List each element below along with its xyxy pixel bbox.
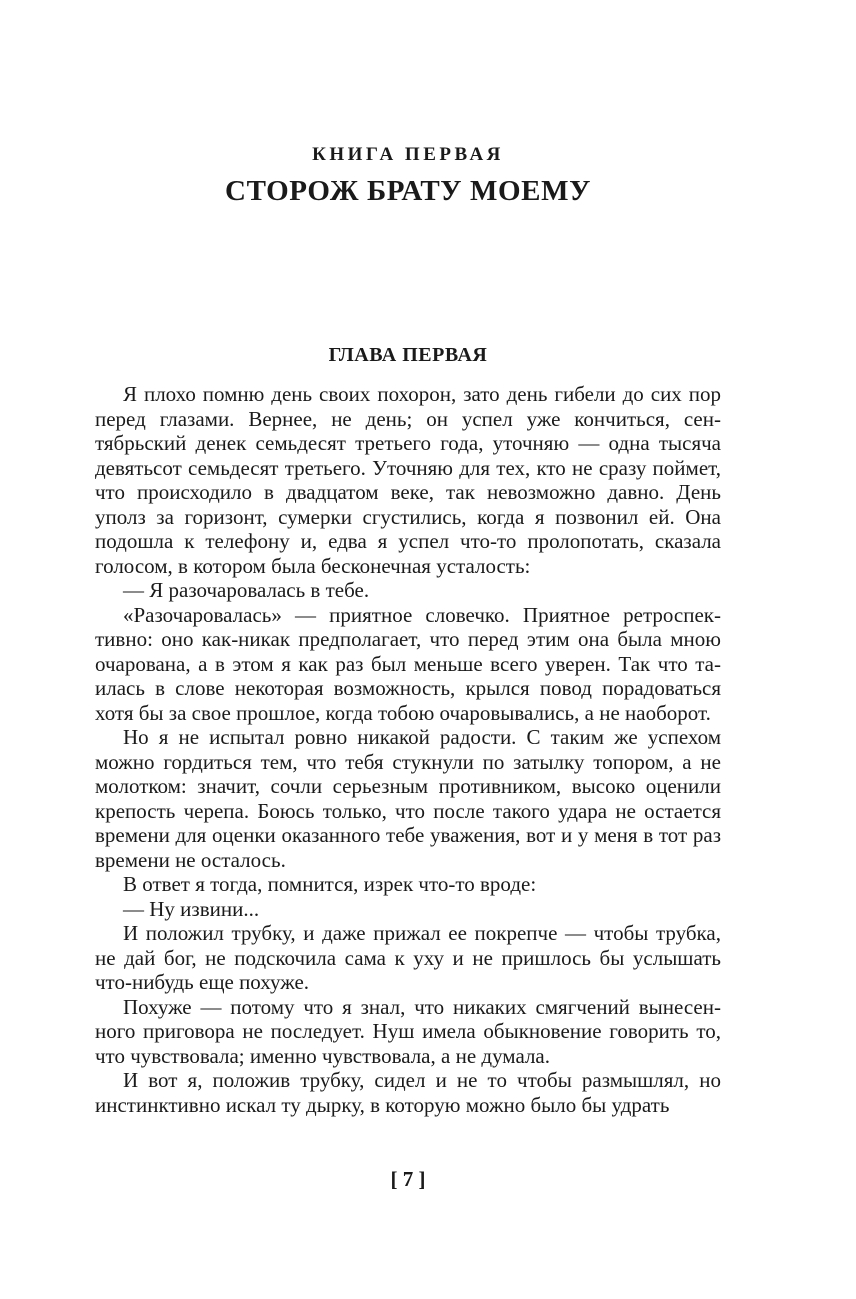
paragraph: В ответ я тогда, помнится, изрек что-то вроде: <box>123 872 537 896</box>
paragraph: — Я разочаровалась в тебе. <box>123 578 370 602</box>
paragraph: Но я не испытал ровно никакой радости. С таким же успехом можно гордиться тем, что тебя стукнули по затылку топором, а не молотком: значит, сочли серьезным противником, высоко оценили крепость черепа. Боюсь только, что после такого удара не остается времени для оценки оказанного тебе уважения, вот и у меня в тот раз времени не осталось. <box>95 725 721 872</box>
book-part-title: СТОРОЖ БРАТУ МОЕМУ <box>225 175 591 207</box>
paragraph: Я плохо помню день своих похорон, зато день гибели до сих пор перед глазами. Вернее, не день; он успел уже кончиться, сентябрьский денек семьдесят третьего года, уточняю — одна тысяча девятьсот семьдесят третьего. Уточняю для тех, кто не сразу поймет, что происходило в двадцатом веке, так невозможно давно. День уполз за горизонт, сумерки сгустились, когда я позвонил ей. Она подошла к телефону и, едва я успел что-то пролопотать, сказала голосом, в котором была бесконечная усталость: <box>95 382 721 578</box>
paragraph: — Ну извини... <box>123 896 260 921</box>
book-part-label: КНИГА ПЕРВАЯ <box>312 144 504 165</box>
paragraph: «Разочаровалась» — приятное словечко. Приятное ретроспективно: оно как-никак предполагает, что перед этим она была мною очарована, а в этом я как раз был меньше всего уверен. Так что таилась в слове некоторая возможность, крылся повод порадоваться хотя бы за свое прошлое, когда тобою очаровывались, а не наоборот. <box>95 602 721 725</box>
chapter-body-text <box>95 382 721 1117</box>
paragraph: И положил трубку, и даже прижал ее покрепче — чтобы трубка, не дай бог, не подскочила сама к уху и не пришлось бы услышать что-нибудь еще похуже. <box>95 921 721 994</box>
page-number: [ 7 ] <box>390 1167 426 1191</box>
chapter-title: ГЛАВА ПЕРВАЯ <box>328 344 488 366</box>
paragraph: Похуже — потому что я знал, что никаких смягчений вынесенного приговора не последует. Нуш имела обыкновение говорить то, что чувствовала; именно чувствовала, а не думала. <box>95 994 721 1068</box>
paragraph: И вот я, положив трубку, сидел и не то чтобы размышлял, но инстинктивно искал ту дырку, в которую можно было бы удрать <box>95 1068 721 1117</box>
